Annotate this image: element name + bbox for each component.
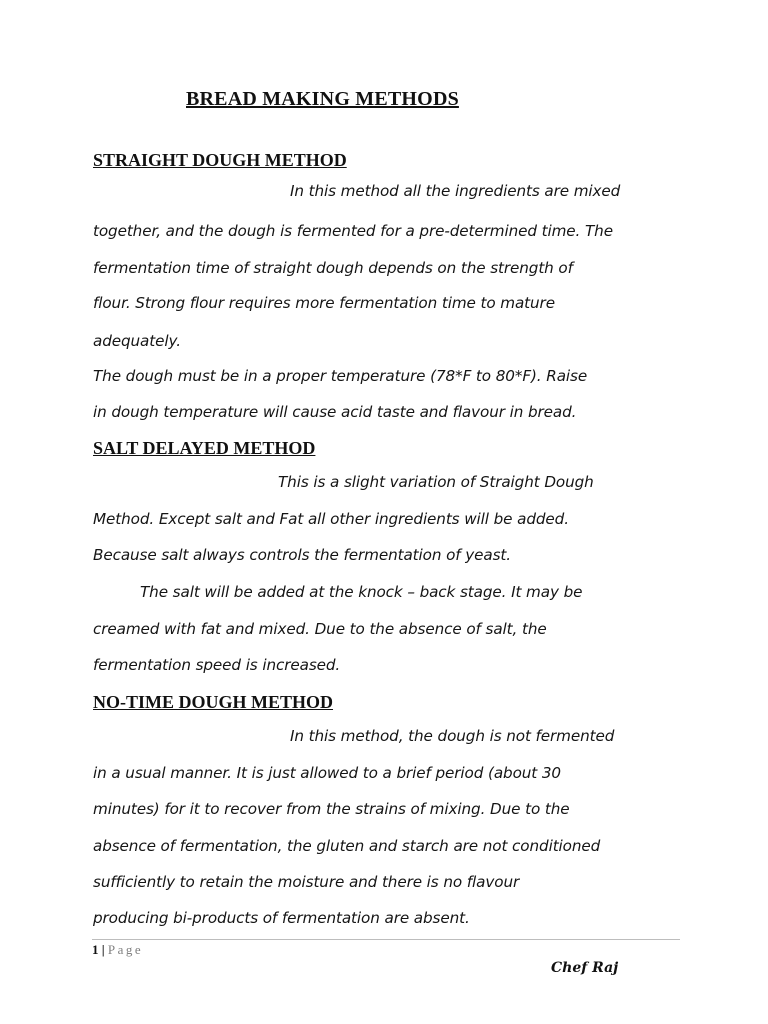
paragraph-line: This is a slight variation of Straight Dough <box>278 473 594 491</box>
paragraph-line: fermentation time of straight dough depends on the strength of <box>93 259 573 277</box>
document-title: BREAD MAKING METHODS <box>186 88 459 110</box>
paragraph-line: The dough must be in a proper temperature (78*F to 80*F). Raise <box>93 367 588 385</box>
paragraph-line: adequately. <box>93 332 181 350</box>
page-label: Page <box>107 942 144 957</box>
paragraph-line: together, and the dough is fermented for a pre-determined time. The <box>93 222 613 240</box>
paragraph-line: Because salt always controls the fermentation of yeast. <box>93 546 511 564</box>
paragraph-line: producing bi-products of fermentation are absent. <box>93 909 470 927</box>
paragraph-line: flour. Strong flour requires more fermentation time to mature <box>93 294 555 312</box>
page-number <box>92 942 143 958</box>
page-number-value: 1 <box>92 942 99 957</box>
author-signature: Chef Raj <box>551 960 619 976</box>
paragraph-line: in dough temperature will cause acid taste and flavour in bread. <box>93 403 577 421</box>
page-number-separator: | <box>101 942 105 957</box>
section-heading-straight-dough: STRAIGHT DOUGH METHOD <box>93 150 347 170</box>
paragraph-line: absence of fermentation, the gluten and starch are not conditioned <box>93 837 601 855</box>
footer-divider <box>92 939 680 940</box>
paragraph-line: sufficiently to retain the moisture and there is no flavour <box>93 873 520 891</box>
paragraph-line: minutes) for it to recover from the strains of mixing. Due to the <box>93 800 570 818</box>
section-heading-no-time-dough: NO-TIME DOUGH METHOD <box>93 692 334 712</box>
paragraph-line: In this method all the ingredients are mixed <box>290 182 621 200</box>
paragraph-line: Method. Except salt and Fat all other ingredients will be added. <box>93 510 569 528</box>
paragraph-line: creamed with fat and mixed. Due to the absence of salt, the <box>93 620 547 638</box>
paragraph-line: in a usual manner. It is just allowed to a brief period (about 30 <box>93 764 561 782</box>
section-heading-salt-delayed: SALT DELAYED METHOD <box>93 438 316 458</box>
paragraph-line: The salt will be added at the knock – back stage. It may be <box>140 583 583 601</box>
paragraph-line: In this method, the dough is not fermented <box>290 727 615 745</box>
paragraph-line: fermentation speed is increased. <box>93 656 341 674</box>
